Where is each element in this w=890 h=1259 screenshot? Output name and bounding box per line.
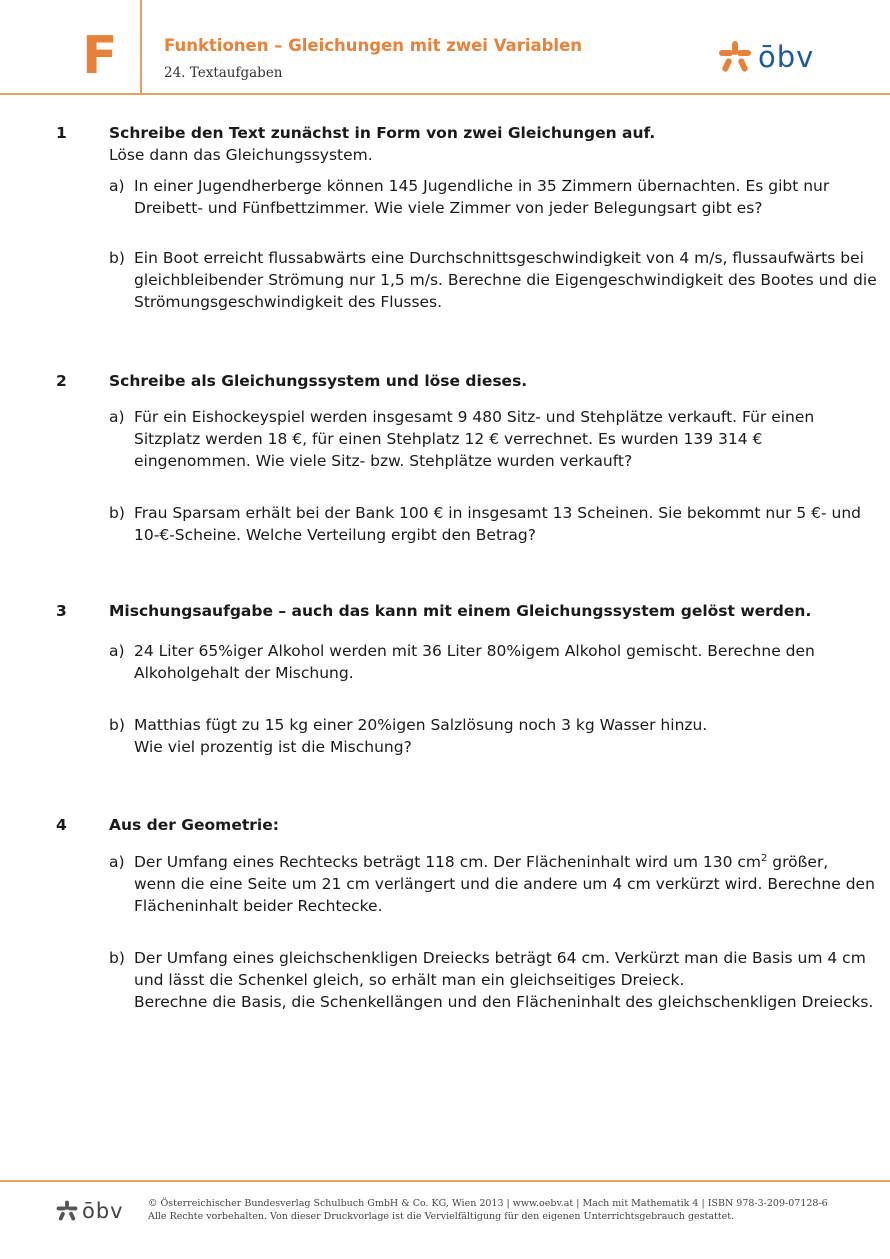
subtask-text-line: Berechne die Basis, die Schenkellängen und den Flächeninhalt des gleichschenkligen Dreiecks.	[134, 993, 874, 1011]
footer-copyright: © Österreichischer Bundesverlag Schulbuch GmbH & Co. KG, Wien 2013 | www.oebv.at | Mach mit Mathematik 4 | ISBN 978-3-209-07128-6	[148, 1198, 828, 1209]
page-subtitle: 24. Textaufgaben	[164, 65, 283, 81]
subtask-label: a)	[109, 642, 125, 660]
subtask-text-line: Der Umfang eines gleichschenkligen Dreiecks beträgt 64 cm. Verkürzt man die Basis um 4 cm	[134, 949, 866, 967]
subtask-label: a)	[109, 853, 125, 871]
footer-rights: Alle Rechte vorbehalten. Von dieser Druckvorlage ist die Vervielfältigung für den eigenen Unterrichtsgebrauch gestattet.	[148, 1211, 735, 1222]
task-heading: Schreibe den Text zunächst in Form von zwei Gleichungen auf.	[109, 124, 656, 142]
asterisk-logo-icon	[56, 1200, 78, 1222]
section-letter: F	[82, 26, 118, 86]
subtask-label: a)	[109, 177, 125, 195]
subtask-label: b)	[109, 504, 125, 522]
task-heading: Mischungsaufgabe – auch das kann mit einem Gleichungssystem gelöst werden.	[109, 602, 812, 620]
subtask-text-line: In einer Jugendherberge können 145 Jugendliche in 35 Zimmern übernachten. Es gibt nur	[134, 177, 830, 195]
subtask-text-line: wenn die eine Seite um 21 cm verlängert und die andere um 4 cm verkürzt wird. Berechne den	[134, 875, 875, 893]
task-heading: Aus der Geometrie:	[109, 816, 279, 834]
subtask-text-line: Für ein Eishockeyspiel werden insgesamt 9 480 Sitz- und Stehplätze verkauft. Für einen	[134, 408, 815, 426]
footer-divider	[0, 1180, 890, 1182]
header-divider	[0, 93, 890, 95]
subtask-label: b)	[109, 249, 125, 267]
subtask-text-line: Wie viel prozentig ist die Mischung?	[134, 738, 412, 756]
subtask-text-line: 24 Liter 65%iger Alkohol werden mit 36 Liter 80%igem Alkohol gemischt. Berechne den	[134, 642, 815, 660]
subtask-text-line: Matthias fügt zu 15 kg einer 20%igen Salzlösung noch 3 kg Wasser hinzu.	[134, 716, 708, 734]
task-number: 4	[56, 816, 67, 834]
subtask-text-line: Alkoholgehalt der Mischung.	[134, 664, 354, 682]
subtask-label: a)	[109, 408, 125, 426]
subtask-text-line: Sitzplatz werden 18 €, für einen Stehplatz 12 € verrechnet. Es wurden 139 314 €	[134, 430, 763, 448]
subtask-text-line: Frau Sparsam erhält bei der Bank 100 € in insgesamt 13 Scheinen. Sie bekommt nur 5 €- und	[134, 504, 861, 522]
subtask-text-line: Flächeninhalt beider Rechtecke.	[134, 897, 383, 915]
subtask-text-line	[134, 851, 828, 873]
subtask-label: b)	[109, 949, 125, 967]
text-segment: größer,	[767, 853, 829, 871]
subtask-text-line: 10-€-Scheine. Welche Verteilung ergibt den Betrag?	[134, 526, 536, 544]
logo-text: ōbv	[82, 1198, 124, 1223]
logo-text: ōbv	[758, 39, 815, 74]
task-number: 3	[56, 602, 67, 620]
subtask-text-line: Strömungsgeschwindigkeit des Flusses.	[134, 293, 443, 311]
subtask-text-line: und lässt die Schenkel gleich, so erhält man ein gleichseitiges Dreieck.	[134, 971, 685, 989]
asterisk-logo-icon	[718, 40, 752, 74]
task-number: 2	[56, 372, 67, 390]
footer-logo	[56, 1200, 124, 1222]
header-divider-vertical	[140, 0, 142, 94]
subtask-label: b)	[109, 716, 125, 734]
text-segment: Der Umfang eines Rechtecks beträgt 118 cm. Der Flächeninhalt wird um 130 cm	[134, 853, 761, 871]
subtask-text-line: eingenommen. Wie viele Sitz- bzw. Stehplätze wurden verkauft?	[134, 452, 633, 470]
page-title: Funktionen – Gleichungen mit zwei Variablen	[164, 36, 583, 55]
obv-logo	[718, 40, 814, 74]
task-intro: Löse dann das Gleichungssystem.	[109, 146, 373, 164]
superscript: 2	[760, 852, 768, 864]
subtask-text-line: Ein Boot erreicht flussabwärts eine Durchschnittsgeschwindigkeit von 4 m/s, flussaufwärts bei	[134, 249, 864, 267]
task-number: 1	[56, 124, 67, 142]
task-heading: Schreibe als Gleichungssystem und löse dieses.	[109, 372, 528, 390]
subtask-text-line: Dreibett- und Fünfbettzimmer. Wie viele Zimmer von jeder Belegungsart gibt es?	[134, 199, 763, 217]
subtask-text-line: gleichbleibender Strömung nur 1,5 m/s. Berechne die Eigengeschwindigkeit des Bootes und die	[134, 271, 877, 289]
